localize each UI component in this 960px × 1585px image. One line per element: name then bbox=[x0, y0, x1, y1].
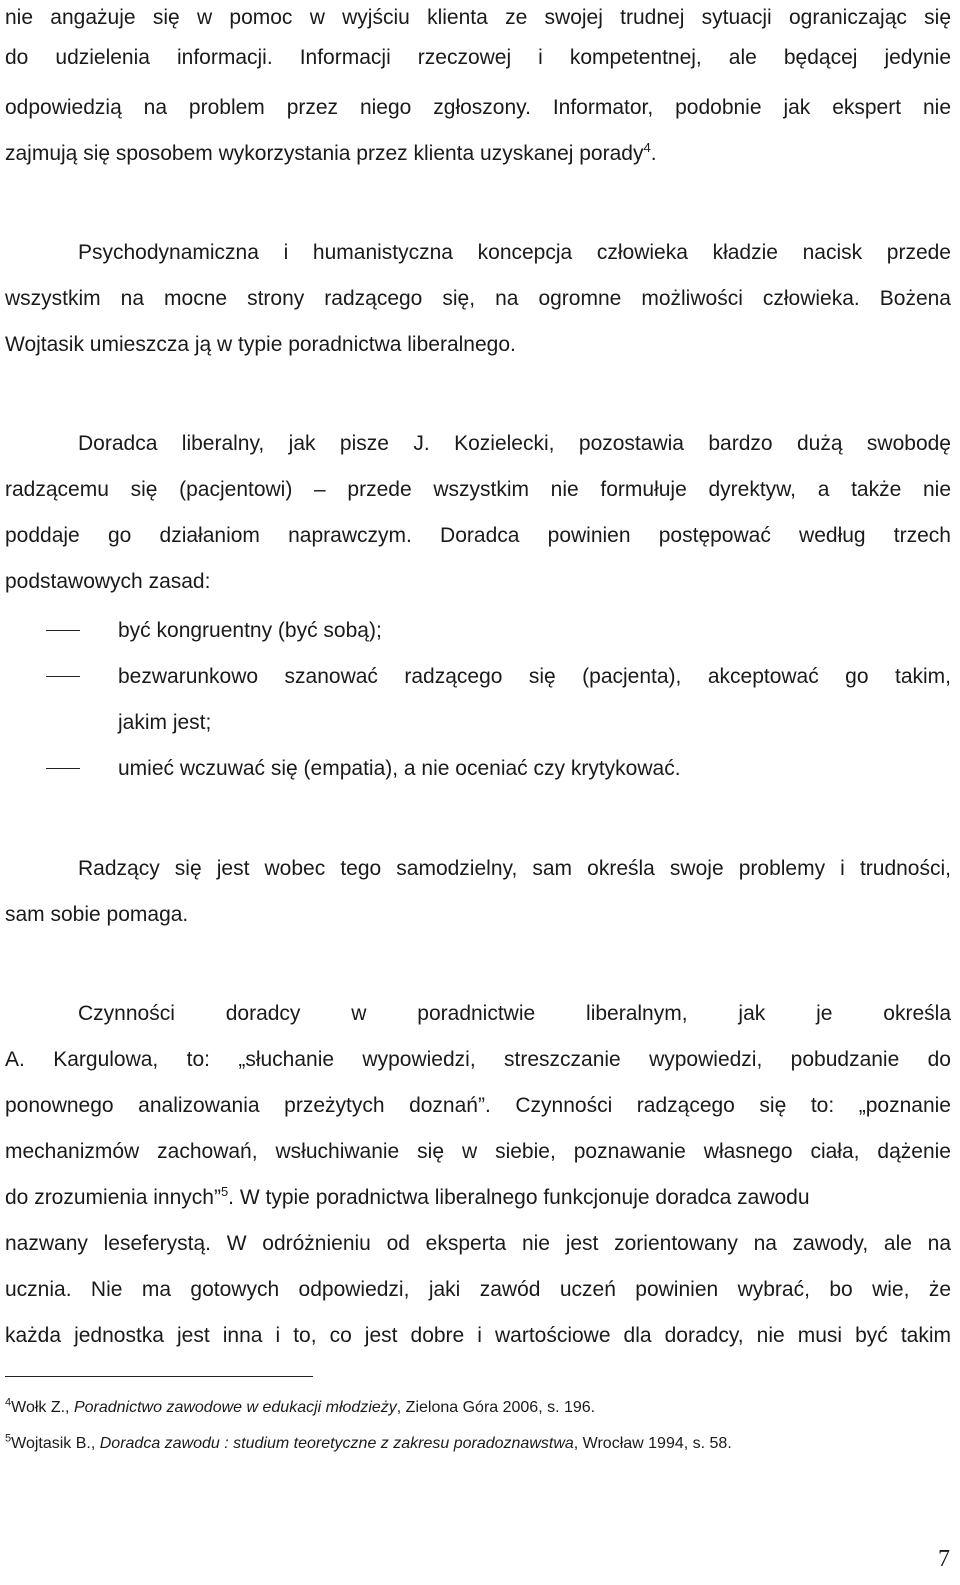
text-line: ponownego analizowania przeżytych doznań”. Czynności radzącego się to: „poznanie bbox=[5, 1094, 951, 1117]
bullet-item: umieć wczuwać się (empatia), a nie oceniać czy krytykować. bbox=[118, 757, 681, 780]
footnote bbox=[5, 1398, 951, 1418]
footnote-title: Poradnictwo zawodowe w edukacji młodzieży bbox=[73, 1399, 397, 1416]
footnote-author: Wojtasik B., bbox=[11, 1435, 100, 1452]
text-line: wszystkim na mocne strony radzącego się, na ogromne możliwości człowieka. Bożena bbox=[5, 287, 951, 310]
footnote bbox=[5, 1434, 951, 1454]
footnote-ref: 5 bbox=[220, 1184, 229, 1199]
text-line: Wojtasik umieszcza ją w typie poradnictwa liberalnego. bbox=[5, 333, 516, 356]
text-line: sam sobie pomaga. bbox=[5, 903, 189, 926]
footnote-title: Doradca zawodu : studium teoretyczne z zakresu poradoznawstwa bbox=[99, 1435, 574, 1452]
dash-bullet bbox=[46, 630, 80, 631]
text-line: poddaje go działaniom naprawczym. Doradca powinien postępować według trzech bbox=[5, 524, 951, 547]
text-line: radzącemu się (pacjentowi) – przede wszystkim nie formułuje dyrektyw, a także nie bbox=[5, 478, 951, 501]
footnote-number: 4 bbox=[5, 1396, 12, 1409]
bullet-item: bezwarunkowo szanować radzącego się (pacjenta), akceptować go takim, bbox=[118, 665, 951, 688]
text-line: odpowiedzią na problem przez niego zgłoszony. Informator, podobnie jak ekspert nie bbox=[5, 96, 951, 119]
text-span: . W typie poradnictwa liberalnego funkcjonuje doradca zawodu bbox=[228, 1186, 810, 1209]
text-line: nazwany leseferystą. W odróżnieniu od eksperta nie jest zorientowany na zawody, ale na bbox=[5, 1232, 951, 1255]
text-line: Psychodynamiczna i humanistyczna koncepcja człowieka kładzie nacisk przede bbox=[78, 241, 951, 264]
text-line: A. Kargulowa, to: „słuchanie wypowiedzi, streszczanie wypowiedzi, pobudzanie do bbox=[5, 1048, 951, 1071]
footnote-separator bbox=[5, 1376, 313, 1377]
text-span: zajmują się sposobem wykorzystania przez klienta uzyskanej porady bbox=[5, 142, 644, 165]
text-line: podstawowych zasad: bbox=[5, 570, 211, 593]
footnote-rest: , Wrocław 1994, s. 58. bbox=[573, 1435, 732, 1452]
text-span: . bbox=[650, 142, 657, 165]
footnote-rest: , Zielona Góra 2006, s. 196. bbox=[396, 1399, 596, 1416]
footnote-ref: 4 bbox=[643, 140, 651, 155]
footnote-number: 5 bbox=[5, 1432, 12, 1445]
text-line: Czynności doradcy w poradnictwie liberalnym, jak je określa bbox=[78, 1002, 951, 1025]
text-line: każda jednostka jest inna i to, co jest dobre i wartościowe dla doradcy, nie musi być takim bbox=[5, 1324, 951, 1347]
text-line: Radzący się jest wobec tego samodzielny, sam określa swoje problemy i trudności, bbox=[78, 857, 951, 880]
bullet-item-continued: jakim jest; bbox=[118, 711, 212, 734]
page-number: 7 bbox=[938, 1546, 950, 1572]
text-line: nie angażuje się w pomoc w wyjściu klienta ze swojej trudnej sytuacji ograniczając się bbox=[5, 6, 951, 29]
footnote-author: Wołk Z., bbox=[11, 1399, 74, 1416]
text-line: do udzielenia informacji. Informacji rzeczowej i kompetentnej, ale będącej jedynie bbox=[5, 46, 951, 69]
text-line: Doradca liberalny, jak pisze J. Kozielecki, pozostawia bardzo dużą swobodę bbox=[78, 432, 951, 455]
text-line: ucznia. Nie ma gotowych odpowiedzi, jaki zawód uczeń powinien wybrać, bo wie, że bbox=[5, 1278, 951, 1301]
text-line bbox=[5, 141, 951, 167]
bullet-item: być kongruentny (być sobą); bbox=[118, 619, 382, 642]
text-line bbox=[5, 1185, 951, 1211]
text-line: mechanizmów zachowań, wsłuchiwanie się w siebie, poznawanie własnego ciała, dążenie bbox=[5, 1140, 951, 1163]
text-span: do zrozumienia innych” bbox=[5, 1186, 221, 1209]
dash-bullet bbox=[46, 768, 80, 769]
dash-bullet bbox=[46, 676, 80, 677]
